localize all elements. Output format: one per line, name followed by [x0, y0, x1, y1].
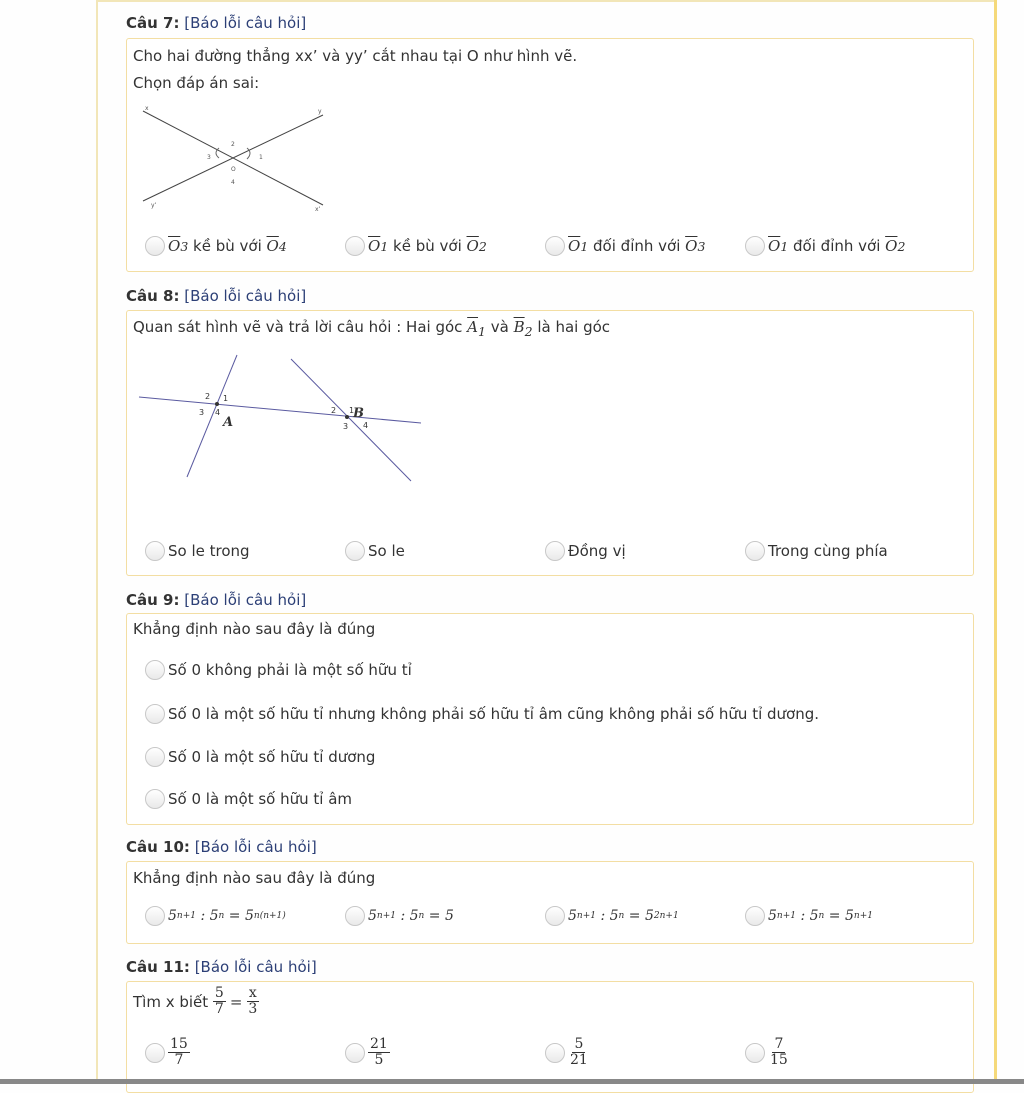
label-angle-1: 1 [259, 154, 263, 161]
label-B4: 4 [363, 421, 369, 430]
question-11-box [126, 981, 974, 1093]
question-10-option-4[interactable]: 5 n+1 : 5 n = 5 n+1 [745, 906, 873, 926]
radio-button[interactable] [145, 1043, 165, 1063]
question-9-report-link[interactable]: [Báo lỗi câu hỏi] [184, 591, 307, 609]
question-7-prompt: Chọn đáp án sai: [133, 74, 260, 92]
radio-button[interactable] [145, 236, 165, 256]
radio-button[interactable] [545, 541, 565, 561]
radio-button[interactable] [545, 1043, 565, 1063]
label-B3: 3 [343, 422, 349, 431]
transversal-line [139, 397, 421, 423]
question-10-option-2[interactable]: 5 n+1 : 5 n = 5 [345, 906, 454, 926]
question-10-box [126, 861, 974, 944]
question-8-figure [137, 351, 427, 486]
radio-button[interactable] [145, 660, 165, 680]
question-9-option-1[interactable]: Số 0 không phải là một số hữu tỉ [145, 660, 412, 680]
question-8-option-4[interactable]: Trong cùng phía [745, 541, 888, 561]
question-8-text: Quan sát hình vẽ và trả lời câu hỏi : Hai góc $\overline{A}_1$ và $\overline{B}_2$ là hai góc [133, 318, 611, 339]
question-7-number: Câu 7: [126, 14, 180, 32]
radio-button[interactable] [145, 789, 165, 809]
radio-button[interactable] [745, 906, 765, 926]
question-9-option-2[interactable]: Số 0 là một số hữu tỉ nhưng không phải số hữu tỉ âm cũng không phải số hữu tỉ dương. [145, 704, 819, 724]
radio-button[interactable] [345, 906, 365, 926]
point-B [345, 415, 349, 419]
question-11-option-2[interactable]: $\frac{21}{5}$ [345, 1037, 390, 1068]
fraction-left: $\frac{5}{7}$ [214, 985, 224, 1017]
question-7-option-2[interactable]: $\overline{O}$ 1 kề bù với $\overline{O}$ 2 [345, 236, 487, 256]
question-8-option-2[interactable]: So le [345, 541, 405, 561]
label-A1: 1 [223, 394, 229, 403]
label-A3: 3 [199, 408, 205, 417]
page-border-left [96, 0, 98, 1084]
radio-button[interactable] [145, 747, 165, 767]
point-A [215, 402, 219, 406]
question-9-header [126, 591, 306, 609]
question-11-option-3[interactable]: $\frac{5}{21}$ [545, 1037, 590, 1068]
question-10-option-1[interactable]: 5 n+1 : 5 n = 5 n(n+1) [145, 906, 286, 926]
question-9-option-3[interactable]: Số 0 là một số hữu tỉ dương [145, 747, 375, 767]
label-O: O [231, 166, 236, 173]
radio-button[interactable] [745, 541, 765, 561]
question-9-number: Câu 9: [126, 591, 180, 609]
question-10-report-link[interactable]: [Báo lỗi câu hỏi] [194, 838, 317, 856]
question-8-option-3[interactable]: Đồng vị [545, 541, 626, 561]
question-9-option-4[interactable]: Số 0 là một số hữu tỉ âm [145, 789, 352, 809]
fraction-right: $\frac{x}{3}$ [248, 985, 258, 1017]
question-11-number: Câu 11: [126, 958, 190, 976]
question-7-report-link[interactable]: [Báo lỗi câu hỏi] [184, 14, 307, 32]
page-border-right [994, 0, 997, 1084]
angle-A1: $\overline{A}$ [467, 318, 479, 336]
radio-button[interactable] [345, 541, 365, 561]
page-border-top [96, 0, 997, 2]
question-10-header [126, 838, 317, 856]
line-yy-prime [143, 115, 323, 201]
question-11-report-link[interactable]: [Báo lỗi câu hỏi] [194, 958, 317, 976]
question-7-text: Cho hai đường thẳng xx’ và yy’ cắt nhau tại O như hình vẽ. [133, 47, 578, 65]
label-angle-2: 2 [231, 141, 235, 148]
label-y: y [318, 108, 322, 115]
question-9-box [126, 613, 974, 825]
label-A4: 4 [215, 408, 221, 417]
question-10-number: Câu 10: [126, 838, 190, 856]
label-y-prime: y’ [151, 202, 157, 209]
radio-button[interactable] [145, 906, 165, 926]
question-10-text: Khẳng định nào sau đây là đúng [133, 869, 376, 887]
question-11-option-4[interactable]: $\frac{7}{15}$ [745, 1037, 790, 1068]
radio-button[interactable] [345, 1043, 365, 1063]
window-bottom-edge [0, 1079, 1024, 1084]
label-angle-3: 3 [207, 154, 211, 161]
question-10-option-3[interactable]: 5 n+1 : 5 n = 5 2n+1 [545, 906, 679, 926]
question-7-option-1[interactable]: $\overline{O}$ 3 kề bù với $\overline{O}$ 4 [145, 236, 287, 256]
radio-button[interactable] [745, 236, 765, 256]
question-8-header [126, 287, 306, 305]
question-11-text: Tìm x biết $\frac{5}{7}$ = $\frac{x}{3}$ [133, 985, 258, 1017]
question-7-option-3[interactable]: $\overline{O}$ 1 đối đỉnh với $\overline{O}$ 3 [545, 236, 705, 256]
label-B1: 1 [349, 406, 355, 415]
question-9-text: Khẳng định nào sau đây là đúng [133, 620, 376, 638]
label-x-prime: x’ [315, 206, 321, 213]
label-x: x [145, 105, 149, 112]
question-8-number: Câu 8: [126, 287, 180, 305]
radio-button[interactable] [745, 1043, 765, 1063]
label-B: B [353, 406, 364, 421]
radio-button[interactable] [545, 236, 565, 256]
question-11-option-1[interactable]: $\frac{15}{7}$ [145, 1037, 190, 1068]
question-8-report-link[interactable]: [Báo lỗi câu hỏi] [184, 287, 307, 305]
question-8-option-1[interactable]: So le trong [145, 541, 250, 561]
radio-button[interactable] [345, 236, 365, 256]
label-B2: 2 [331, 406, 337, 415]
question-7-box [126, 38, 974, 272]
angle-B2: $\overline{B}$ [513, 318, 525, 336]
question-7-option-4[interactable]: $\overline{O}$ 1 đối đỉnh với $\overline{O}$ 2 [745, 236, 905, 256]
label-angle-4: 4 [231, 179, 235, 186]
question-7-figure [135, 101, 335, 216]
question-11-header [126, 958, 317, 976]
label-A: A [223, 415, 234, 430]
radio-button[interactable] [145, 704, 165, 724]
question-7-header [126, 14, 306, 32]
radio-button[interactable] [145, 541, 165, 561]
label-A2: 2 [205, 392, 211, 401]
question-8-box [126, 310, 974, 576]
radio-button[interactable] [545, 906, 565, 926]
